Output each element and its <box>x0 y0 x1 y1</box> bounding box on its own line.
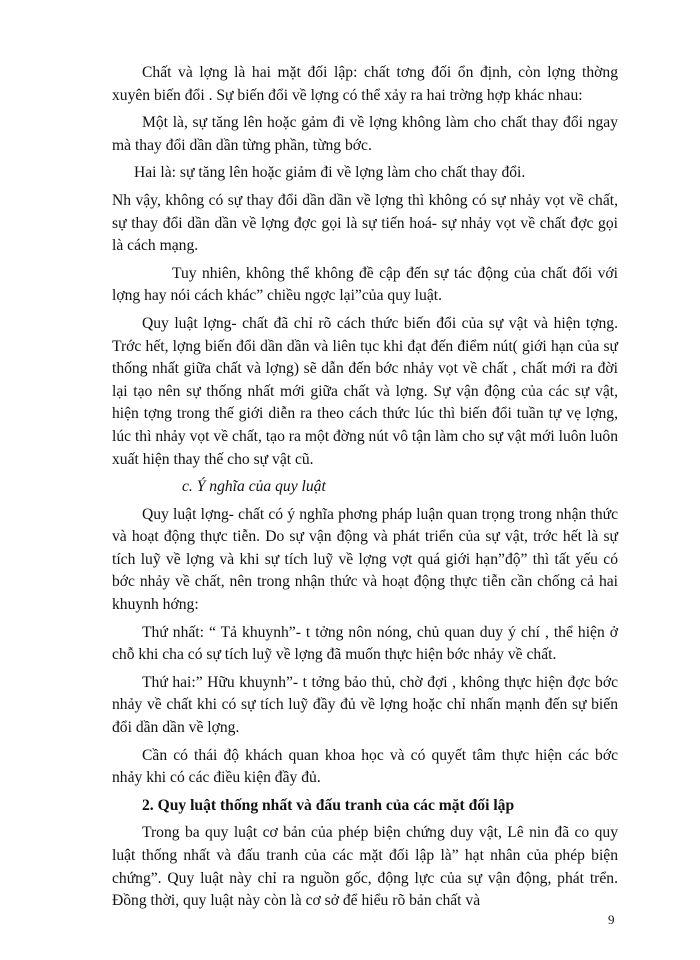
paragraph-case-two: Hai là: sự tăng lên hoặc giảm đi về lợng làm cho chất thay đổi. <box>134 164 526 182</box>
paragraph-reverse-effect: Tuy nhiên, không thể không đề cập đến sự tác động của chất đối với lợng hay nói cách khác” chiều ngợc lại”của quy luật. <box>112 264 618 305</box>
paragraph-left-tendency: Thứ nhất: “ Tả khuynh”- t tởng nôn nóng, chủ quan duy ý chí , thể hiện ở chỗ khi cha có sự tích luỹ về lợng đã muốn thực hiện bớc nhảy về chất. <box>112 623 618 664</box>
paragraph-law-mechanism: Quy luật lợng- chất đã chỉ rõ cách thức biến đổi của sự vật và hiện tợng. Trớc hết, lợng biến đổi dần dần và liên tục khi đạt đến điểm nút( giới hạn của sự thống nhất giữa chất và lợng) sẽ dẫn đến bớc nhảy vọt về chất , chất mới ra đời lại tạo nên sự thống nhất mới giữa chất và lợng. Sự vận động của các sự vật, hiện tợng trong thế giới diễn ra theo cách thức lúc thì biến đổi tuần tự vẹ lợng, lúc thì nhảy vọt về chất, tạo ra một đờng nút vô tận làm cho sự vật mới luôn luôn xuất hiện thay thế cho sự vật cũ. <box>112 314 618 468</box>
paragraph-attitude: Cần có thái độ khách quan khoa học và có quyết tâm thực hiện các bớc nhảy khi có các điều kiện đầy đủ. <box>112 746 618 787</box>
paragraph-unity-struggle: Trong ba quy luật cơ bản của phép biện chứng duy vật, Lê nin đã co quy luật thống nhất và đấu tranh của các mặt đối lập là” hạt nhân của phép biện chứng”. Quy luật này chỉ ra nguồn gốc, động lực của sự vận động, phát trển. Đồng thời, quy luật này còn là cơ sở để hiểu rõ bản chất và <box>112 824 618 910</box>
paragraph-case-one: Một là, sự tăng lên hoặc gảm đi về lợng không làm cho chất thay đổi ngay mà thay đổi dần dần từng phần, từng bớc. <box>112 114 618 154</box>
subheading-meaning: c. Ý nghĩa của quy luật <box>182 478 326 496</box>
page-number: 9 <box>608 912 615 927</box>
paragraph-quality-quantity: Chất và lợng là hai mặt đối lập: chất tơng đối ổn định, còn lợng thờng xuyên biến đổi . Sự biến đổi về lợng có thể xảy ra hai trờng hợp khác nhau: <box>112 64 618 104</box>
page-body <box>112 62 618 918</box>
section-heading-2: 2. Quy luật thống nhất và đấu tranh của các mặt đối lập <box>142 796 515 814</box>
paragraph-methodology: Quy luật lợng- chất có ý nghĩa phơng pháp luận quan trọng trong nhận thức và hoạt động thực tiễn. Do sự vận động và phát triển của sự vật, trớc hết là sự tích luỹ về lợng và khi sự tích luỹ về lợng vợt quá giới hạn”độ” thì tất yếu có bớc nhảy về chất, nên trong nhận thức và hoạt động thực tiễn cần chống cả hai khuynh hớng: <box>112 505 618 614</box>
paragraph-right-tendency: Thứ hai:” Hữu khuynh”- t tởng bảo thủ, chờ đợi , không thực hiện đợc bớc nhảy về chất khi có sự tích luỹ đầy đủ về lợng hoặc chỉ nhấn mạnh đến sự biến đổi dần dần về lợng. <box>112 673 618 737</box>
paragraph-evolution-revolution: Nh vậy, không có sự thay đổi dần dần về lợng thì không có sự nhảy vọt về chất, sự thay đổi dần dần về lợng đợc gọi là sự tiến hoá- sự nhảy vọt về chất đợc gọi là cách mạng. <box>112 191 618 255</box>
